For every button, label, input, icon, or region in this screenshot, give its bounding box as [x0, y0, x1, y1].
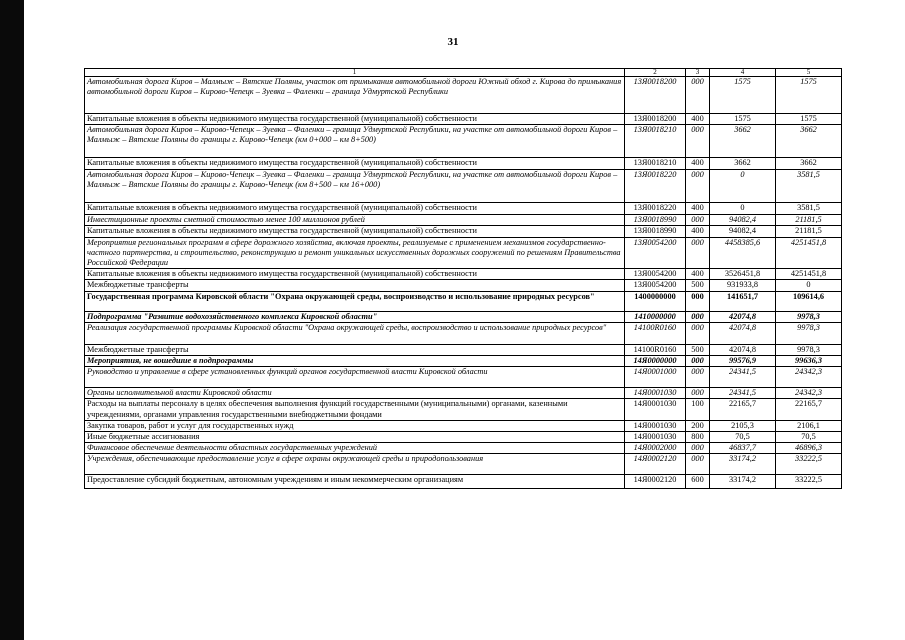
row-amount-year2: 9978,3: [776, 311, 842, 322]
row-amount-year1: 4458385,6: [710, 237, 776, 269]
row-amount-year2: 3581,5: [776, 170, 842, 203]
column-header: 2: [625, 69, 686, 77]
table-row: [85, 226, 842, 237]
row-name: Межбюджетные трансферты: [85, 280, 625, 291]
table-row: [85, 454, 842, 475]
row-expense-type: 000: [686, 367, 710, 388]
row-target-article: 13Я0018220: [625, 170, 686, 203]
page-number: 31: [447, 36, 459, 48]
row-amount-year2: 3662: [776, 125, 842, 158]
row-expense-type: 500: [686, 344, 710, 355]
row-expense-type: 000: [686, 77, 710, 114]
row-amount-year1: 3526451,8: [710, 269, 776, 280]
table-row: [85, 269, 842, 280]
row-amount-year1: 3662: [710, 125, 776, 158]
table-row: [85, 322, 842, 344]
row-expense-type: 000: [686, 237, 710, 269]
row-amount-year2: 9978,3: [776, 344, 842, 355]
row-amount-year1: 3662: [710, 158, 776, 170]
row-expense-type: 400: [686, 269, 710, 280]
row-amount-year1: 24341,5: [710, 367, 776, 388]
table-row: [85, 420, 842, 431]
budget-table: [84, 68, 842, 489]
row-target-article: 13Я0018220: [625, 203, 686, 215]
row-target-article: 14Я0001030: [625, 399, 686, 420]
row-target-article: 1400000000: [625, 291, 686, 311]
row-expense-type: 000: [686, 454, 710, 475]
row-name: Органы исполнительной власти Кировской области: [85, 388, 625, 399]
row-target-article: 13Я0054200: [625, 237, 686, 269]
row-amount-year1: 24341,5: [710, 388, 776, 399]
table-row: [85, 237, 842, 269]
row-amount-year1: 33174,2: [710, 475, 776, 489]
row-name: Капитальные вложения в объекты недвижимого имущества государственной (муниципальной) собственности: [85, 158, 625, 170]
row-amount-year1: 94082,4: [710, 215, 776, 226]
row-expense-type: 000: [686, 215, 710, 226]
row-name: Капитальные вложения в объекты недвижимого имущества государственной (муниципальной) собственности: [85, 226, 625, 237]
row-amount-year1: 33174,2: [710, 454, 776, 475]
table-row: [85, 399, 842, 420]
row-amount-year2: 4251451,8: [776, 237, 842, 269]
row-target-article: 13Я0054200: [625, 280, 686, 291]
row-amount-year2: 46896,3: [776, 443, 842, 454]
row-target-article: 13Я0018990: [625, 226, 686, 237]
row-amount-year1: 42074,8: [710, 322, 776, 344]
table-row: [85, 367, 842, 388]
row-expense-type: 200: [686, 420, 710, 431]
row-target-article: 14Я0001030: [625, 420, 686, 431]
row-amount-year1: 46837,7: [710, 443, 776, 454]
row-amount-year2: 3581,5: [776, 203, 842, 215]
row-amount-year1: 70,5: [710, 432, 776, 443]
row-name: Иные бюджетные ассигнования: [85, 432, 625, 443]
table-row: [85, 475, 842, 489]
row-expense-type: 400: [686, 226, 710, 237]
row-amount-year2: 21181,5: [776, 226, 842, 237]
row-amount-year1: 94082,4: [710, 226, 776, 237]
row-expense-type: 000: [686, 170, 710, 203]
table-row: [85, 344, 842, 355]
table-row: [85, 170, 842, 203]
row-name: Учреждения, обеспечивающие предоставление услуг в сфере охраны окружающей среды и природопользования: [85, 454, 625, 475]
row-amount-year2: 24342,3: [776, 388, 842, 399]
row-name: Межбюджетные трансферты: [85, 344, 625, 355]
row-expense-type: 400: [686, 114, 710, 125]
row-name: Инвестиционные проекты сметной стоимостью менее 100 миллионов рублей: [85, 215, 625, 226]
row-expense-type: 800: [686, 432, 710, 443]
row-name: Капитальные вложения в объекты недвижимого имущества государственной (муниципальной) собственности: [85, 114, 625, 125]
row-expense-type: 000: [686, 311, 710, 322]
row-target-article: 14Я0001030: [625, 432, 686, 443]
row-name: Руководство и управление в сфере установленных функций органов государственной власти Кировской области: [85, 367, 625, 388]
row-amount-year2: 70,5: [776, 432, 842, 443]
row-target-article: 13Я0054200: [625, 269, 686, 280]
row-expense-type: 000: [686, 322, 710, 344]
row-amount-year1: 22165,7: [710, 399, 776, 420]
row-expense-type: 100: [686, 399, 710, 420]
row-name: Реализация государственной программы Кировской области "Охрана окружающей среды, воспроизводство и использование природных ресурсов": [85, 322, 625, 344]
row-amount-year1: 0: [710, 170, 776, 203]
budget-table-body: [85, 69, 842, 489]
table-row: [85, 311, 842, 322]
row-amount-year1: 42074,8: [710, 344, 776, 355]
table-row: [85, 203, 842, 215]
row-name: Государственная программа Кировской области "Охрана окружающей среды, воспроизводство и использование природных ресурсов": [85, 291, 625, 311]
row-amount-year1: 0: [710, 203, 776, 215]
row-name: Закупка товаров, работ и услуг для государственных нужд: [85, 420, 625, 431]
row-amount-year2: 3662: [776, 158, 842, 170]
row-target-article: 13Я0018200: [625, 114, 686, 125]
row-name: Автомобильная дорога Киров – Малмыж – Вятские Поляны, участок от примыкания автомобильной дороги Южный обход г. Кирова до примыкания автомобильной дороги Киров – Кирово-Чепецк – Зуевка – Фаленки – граница Удмуртской Республики: [85, 77, 625, 114]
table-row: [85, 356, 842, 367]
row-expense-type: 000: [686, 388, 710, 399]
row-amount-year2: 2106,1: [776, 420, 842, 431]
row-target-article: 14Я0002000: [625, 443, 686, 454]
row-amount-year2: 33222,5: [776, 475, 842, 489]
row-name: Мероприятия, не вошедшие в подпрограммы: [85, 356, 625, 367]
row-target-article: 13Я0018210: [625, 158, 686, 170]
row-target-article: 14100R0160: [625, 322, 686, 344]
row-name: Финансовое обеспечение деятельности областных государственных учреждений: [85, 443, 625, 454]
row-target-article: 14Я0002120: [625, 454, 686, 475]
row-amount-year1: 1575: [710, 77, 776, 114]
table-row: [85, 77, 842, 114]
table-row: [85, 280, 842, 291]
row-amount-year2: 21181,5: [776, 215, 842, 226]
row-expense-type: 000: [686, 125, 710, 158]
column-header: 3: [686, 69, 710, 77]
row-target-article: 14Я0002120: [625, 475, 686, 489]
row-name: Капитальные вложения в объекты недвижимого имущества государственной (муниципальной) собственности: [85, 269, 625, 280]
row-name: Расходы на выплаты персоналу в целях обеспечения выполнения функций государственными (муниципальными) органами, казенными учреждениями, органами управления государственными внебюджетными фондами: [85, 399, 625, 420]
table-row: [85, 443, 842, 454]
column-number-row: [85, 69, 842, 77]
row-amount-year1: 2105,3: [710, 420, 776, 431]
row-target-article: 1410000000: [625, 311, 686, 322]
row-name: Подпрограмма "Развитие водохозяйственного комплекса Кировской области": [85, 311, 625, 322]
row-target-article: 13Я0018990: [625, 215, 686, 226]
table-row: [85, 125, 842, 158]
row-amount-year1: 141651,7: [710, 291, 776, 311]
row-amount-year2: 1575: [776, 77, 842, 114]
table-row: [85, 388, 842, 399]
row-target-article: 13Я0018200: [625, 77, 686, 114]
row-amount-year2: 33222,5: [776, 454, 842, 475]
row-expense-type: 000: [686, 443, 710, 454]
row-expense-type: 000: [686, 291, 710, 311]
row-amount-year2: 1575: [776, 114, 842, 125]
row-target-article: 14100R0160: [625, 344, 686, 355]
row-amount-year2: 24342,3: [776, 367, 842, 388]
row-expense-type: 600: [686, 475, 710, 489]
row-expense-type: 000: [686, 356, 710, 367]
row-amount-year1: 42074,8: [710, 311, 776, 322]
table-row: [85, 215, 842, 226]
row-amount-year2: 9978,3: [776, 322, 842, 344]
table-row: [85, 291, 842, 311]
row-target-article: 14Я0001030: [625, 388, 686, 399]
row-name: Мероприятия региональных программ в сфере дорожного хозяйства, включая проекты, реализуемые с применением механизмов государственно-частного партнерства, и строительство, реконструкцию и ремонт уникальных искусственных дорожных сооружений по решениям Правительства Российской Федерации: [85, 237, 625, 269]
row-target-article: 14Я0001000: [625, 367, 686, 388]
table-row: [85, 114, 842, 125]
row-amount-year1: 931933,8: [710, 280, 776, 291]
row-expense-type: 400: [686, 158, 710, 170]
row-target-article: 13Я0018210: [625, 125, 686, 158]
row-name: Предоставление субсидий бюджетным, автономным учреждениям и иным некоммерческим организациям: [85, 475, 625, 489]
table-row: [85, 158, 842, 170]
row-expense-type: 400: [686, 203, 710, 215]
row-amount-year2: 22165,7: [776, 399, 842, 420]
row-amount-year2: 4251451,8: [776, 269, 842, 280]
row-amount-year2: 99636,3: [776, 356, 842, 367]
row-amount-year2: 109614,6: [776, 291, 842, 311]
column-header: 1: [85, 69, 625, 77]
row-target-article: 14Я0000000: [625, 356, 686, 367]
row-expense-type: 500: [686, 280, 710, 291]
column-header: 5: [776, 69, 842, 77]
table-row: [85, 432, 842, 443]
row-name: Капитальные вложения в объекты недвижимого имущества государственной (муниципальной) собственности: [85, 203, 625, 215]
column-header: 4: [710, 69, 776, 77]
row-amount-year1: 99576,9: [710, 356, 776, 367]
row-amount-year2: 0: [776, 280, 842, 291]
row-name: Автомобильная дорога Киров – Кирово-Чепецк – Зуевка – Фаленки – граница Удмуртской Республики, на участке от автомобильной дороги Киров – Малмыж – Вятские Поляны до границы г. Кирово-Чепецк (км 0+000 – км 8+500): [85, 125, 625, 158]
row-name: Автомобильная дорога Киров – Кирово-Чепецк – Зуевка – Фаленки – граница Удмуртской Республики, на участке от автомобильной дороги Киров – Малмыж – Вятские Поляны до границы г. Кирово-Чепецк (км 8+500 – км 16+000): [85, 170, 625, 203]
row-amount-year1: 1575: [710, 114, 776, 125]
scan-edge-shadow: [0, 0, 24, 640]
